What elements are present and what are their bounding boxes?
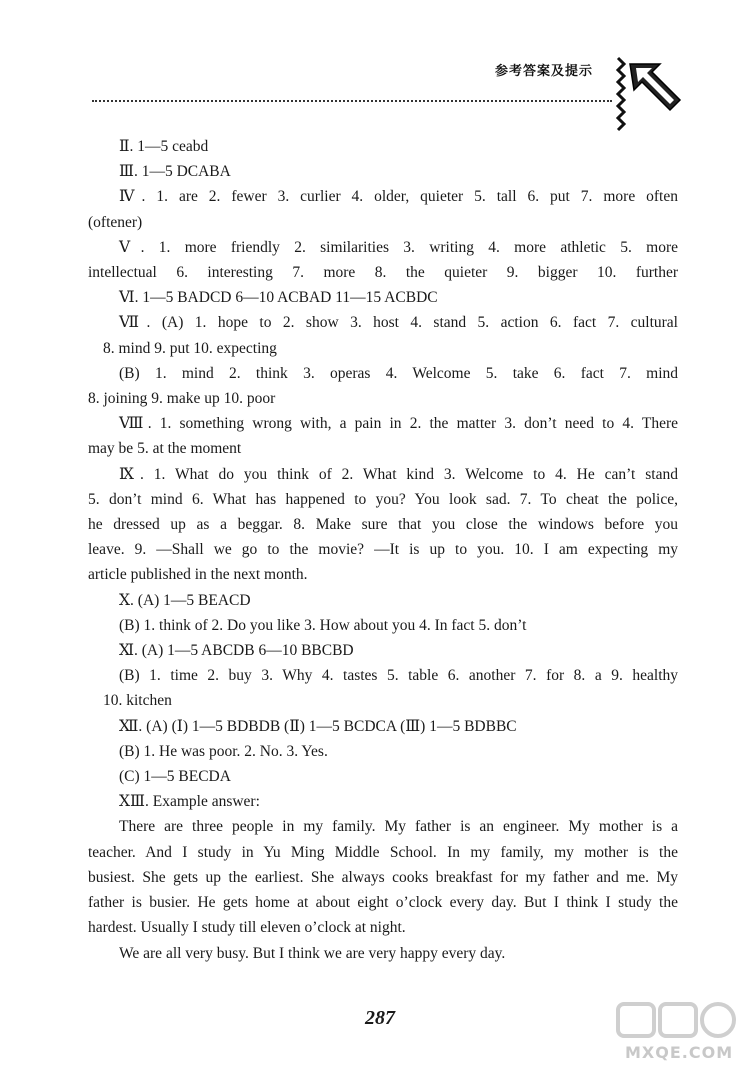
text-line: (oftener) [88, 213, 143, 231]
text-line: father is busier. He gets home at about eight o’clock every day. But I think I study the [88, 894, 678, 912]
text-line: 8. joining 9. make up 10. poor [88, 390, 276, 408]
text-line: (B) 1. He was poor. 2. No. 3. Yes. [119, 742, 328, 760]
text-line: (B) 1. time 2. buy 3. Why 4. tastes 5. table 6. another 7. for 8. a 9. healthy [119, 667, 678, 685]
text-line: Ⅶ. (A) 1. hope to 2. show 3. host 4. stand 5. action 6. fact 7. cultural [119, 314, 678, 332]
text-line: Ⅴ. 1. more friendly 2. similarities 3. writing 4. more athletic 5. more [119, 238, 678, 256]
text-line: 8. mind 9. put 10. expecting [103, 339, 277, 357]
header-dotted-rule [92, 100, 612, 102]
text-line: Ⅺ. (A) 1—5 ABCDB 6—10 BBCBD [119, 642, 354, 660]
text-line: he dressed up as a beggar. 8. Make sure that you close the windows before you [88, 516, 678, 534]
answer-content [88, 134, 678, 966]
page-number: 287 [365, 1007, 395, 1029]
text-line: Ⅵ. 1—5 BADCD 6—10 ACBAD 11—15 ACBDC [119, 289, 438, 307]
text-line: (C) 1—5 BECDA [119, 768, 231, 786]
corner-arrow-icon [614, 56, 684, 132]
text-line: leave. 9. —Shall we go to the movie? —It is up to you. 10. I am expecting my [88, 541, 678, 559]
text-line: Ⅲ. 1—5 DCABA [119, 163, 231, 181]
text-line: We are all very busy. But I think we are very happy every day. [119, 944, 506, 962]
text-line: article published in the next month. [88, 566, 308, 584]
text-line: busiest. She gets up the earliest. She always cooks breakfast for my father and me. My [88, 868, 678, 886]
text-line: may be 5. at the moment [88, 440, 242, 458]
watermark-text: MXQE.COM [625, 1043, 734, 1062]
text-line: ⅩⅢ. Example answer: [119, 793, 260, 811]
text-line: Ⅻ. (A) (Ⅰ) 1—5 BDBDB (Ⅱ) 1—5 BCDCA (Ⅲ) 1—5 BDBBC [119, 717, 517, 735]
text-line: Ⅸ. 1. What do you think of 2. What kind 3. Welcome to 4. He can’t stand [119, 465, 678, 483]
text-line: teacher. And I study in Yu Ming Middle School. In my family, my mother is the [88, 843, 678, 861]
text-line: 10. kitchen [103, 692, 172, 710]
text-line: intellectual 6. interesting 7. more 8. the quieter 9. bigger 10. further [88, 264, 678, 282]
text-line: There are three people in my family. My father is an engineer. My mother is a [119, 818, 678, 836]
text-line: Ⅱ. 1—5 ceabd [119, 138, 209, 155]
text-line: Ⅷ. 1. something wrong with, a pain in 2. the matter 3. don’t need to 4. There [119, 415, 678, 433]
text-line: 5. don’t mind 6. What has happened to you? You look sad. 7. To cheat the police, [88, 490, 678, 508]
text-line: Ⅹ. (A) 1—5 BEACD [119, 591, 251, 609]
text-line: (B) 1. think of 2. Do you like 3. How about you 4. In fact 5. don’t [119, 616, 527, 634]
text-line: (B) 1. mind 2. think 3. operas 4. Welcome 5. take 6. fact 7. mind [119, 364, 678, 382]
header-title: 参考答案及提示 [495, 64, 594, 79]
text-line: Ⅳ. 1. are 2. fewer 3. curlier 4. older, quieter 5. tall 6. put 7. more often [119, 188, 678, 206]
text-line: hardest. Usually I study till eleven o’clock at night. [88, 919, 406, 937]
